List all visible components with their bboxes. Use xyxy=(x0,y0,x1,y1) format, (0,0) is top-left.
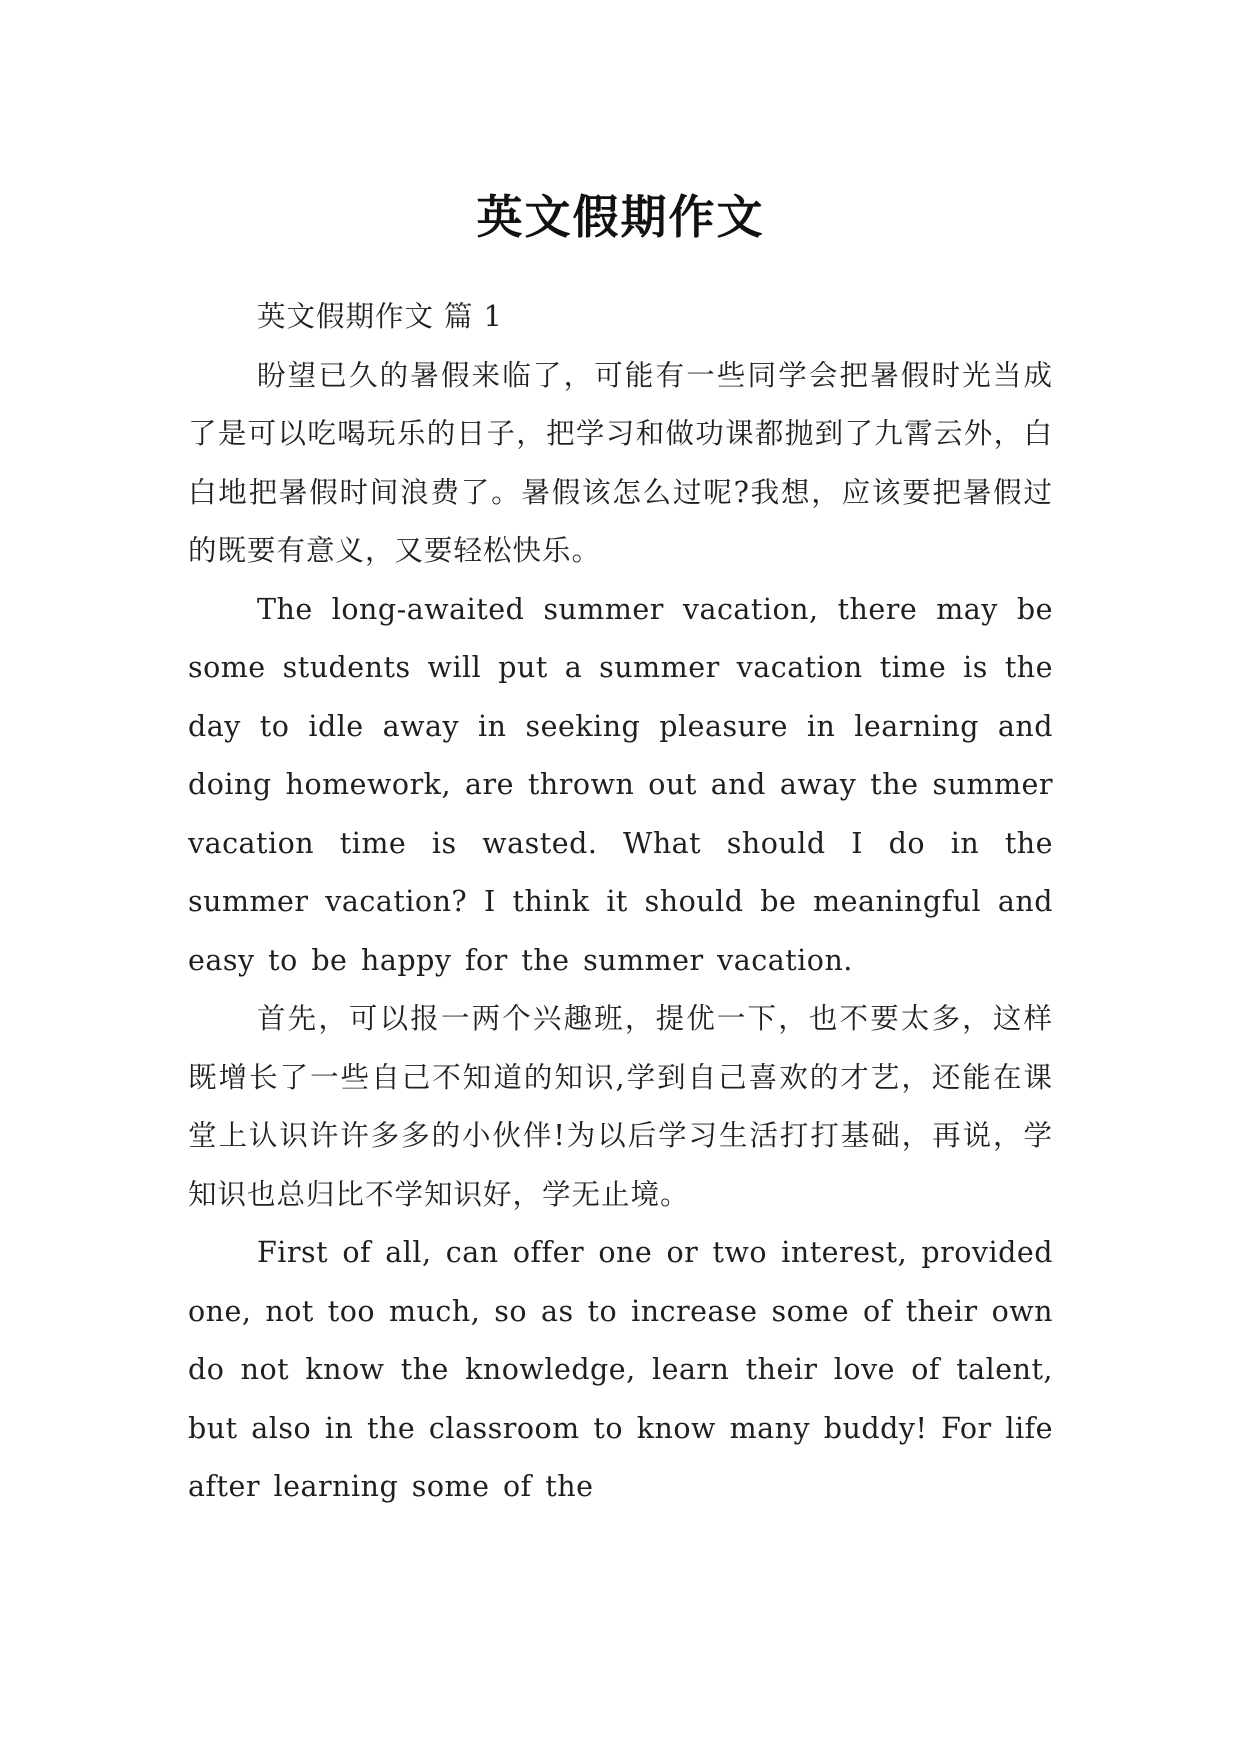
paragraph-zh-2: 首先，可以报一两个兴趣班，提优一下，也不要太多，这样既增长了一些自己不知道的知识,学到自己喜欢的才艺，还能在课堂上认识许许多多的小伙伴!为以后学习生活打打基础，再说，学知识也总归比不学知识好，学无止境。 xyxy=(188,1002,1053,1211)
paragraph-zh-1: 盼望已久的暑假来临了，可能有一些同学会把暑假时光当成了是可以吃喝玩乐的日子，把学习和做功课都抛到了九霄云外，白白地把暑假时间浪费了。暑假该怎么过呢?我想，应该要把暑假过的既要有意义，又要轻松快乐。 xyxy=(188,358,1053,567)
paragraph-en-1: The long-awaited summer vacation, there may be some students will put a summer vacation time is the day to idle away in seeking pleasure in learning and doing homework, are thrown out and away the summer vacation time is wasted. What should I do in the summer vacation? I think it should be meaningful and easy to be happy for the summer vacation. xyxy=(188,592,1053,977)
section-heading: 英文假期作文 篇 1 xyxy=(257,300,503,333)
document-body xyxy=(188,288,1053,1517)
page-title: 英文假期作文 xyxy=(476,189,765,244)
paragraph-en-2: First of all, can offer one or two interest, provided one, not too much, so as to increase some of their own do not know the knowledge, learn their love of talent, but also in the classroom to know many buddy! For life after learning some of the xyxy=(188,1236,1053,1503)
